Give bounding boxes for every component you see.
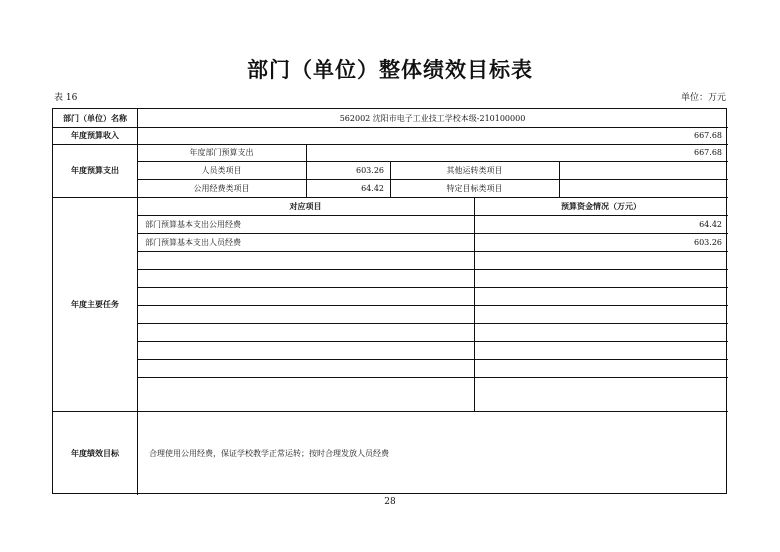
task-row-project: [137, 251, 474, 269]
dept-expense-label: 年度部门预算支出: [189, 148, 254, 157]
col-project-header: 对应项目: [289, 201, 322, 211]
public-value: 64.42: [361, 183, 384, 193]
task-row-amount: [474, 341, 728, 359]
task-row-project: 部门预算基本支出人员经费: [145, 237, 241, 247]
task-row-project: [137, 269, 474, 287]
income-value: 667.68: [694, 131, 722, 140]
task-row-project: [137, 287, 474, 305]
task-row-amount: [474, 323, 728, 341]
expense-label: 年度预算支出: [71, 166, 119, 175]
table-number: 表 16: [54, 93, 78, 103]
task-row-amount: [474, 377, 728, 411]
task-row-amount: 64.42: [699, 219, 722, 229]
task-row-amount: [474, 269, 728, 287]
task-row-project: [137, 323, 474, 341]
page-title: 部门（单位）整体绩效目标表: [247, 58, 533, 82]
task-row-amount: [474, 305, 728, 323]
personnel-value: 603.26: [356, 165, 384, 175]
task-row-amount: 603.26: [694, 237, 722, 247]
task-row-project: [137, 305, 474, 323]
task-row-amount: [474, 287, 728, 305]
tasks-label: 年度主要任务: [71, 299, 119, 309]
goal-label: 年度绩效目标: [71, 448, 119, 458]
public-label: 公用经费类项目: [193, 183, 250, 193]
dept-value: 562002 沈阳市电子工业技工学校本级-210100000: [339, 113, 526, 123]
income-label: 年度预算收入: [71, 131, 119, 140]
specific-value: [559, 179, 728, 197]
task-row-project: 部门预算基本支出公用经费: [145, 219, 241, 229]
task-row-amount: [474, 251, 728, 269]
specific-label: 特定目标类项目: [446, 183, 503, 193]
task-row-project: [137, 359, 474, 377]
other-value: [559, 161, 728, 179]
task-row-project: [137, 341, 474, 359]
unit-label: 单位：万元: [680, 93, 726, 103]
goal-text: 合理使用公用经费，保证学校教学正常运转；按时合理发放人员经费: [149, 448, 389, 458]
task-row-project: [137, 377, 474, 411]
other-label: 其他运转类项目: [446, 165, 503, 175]
col-budget-header: 预算资金情况（万元）: [561, 201, 641, 211]
dept-expense-value: 667.68: [694, 148, 722, 157]
performance-table: [52, 108, 727, 494]
task-row-amount: [474, 359, 728, 377]
page-number: 28: [384, 497, 396, 507]
dept-label: 部门（单位）名称: [63, 113, 127, 123]
personnel-label: 人员类项目: [201, 165, 242, 175]
